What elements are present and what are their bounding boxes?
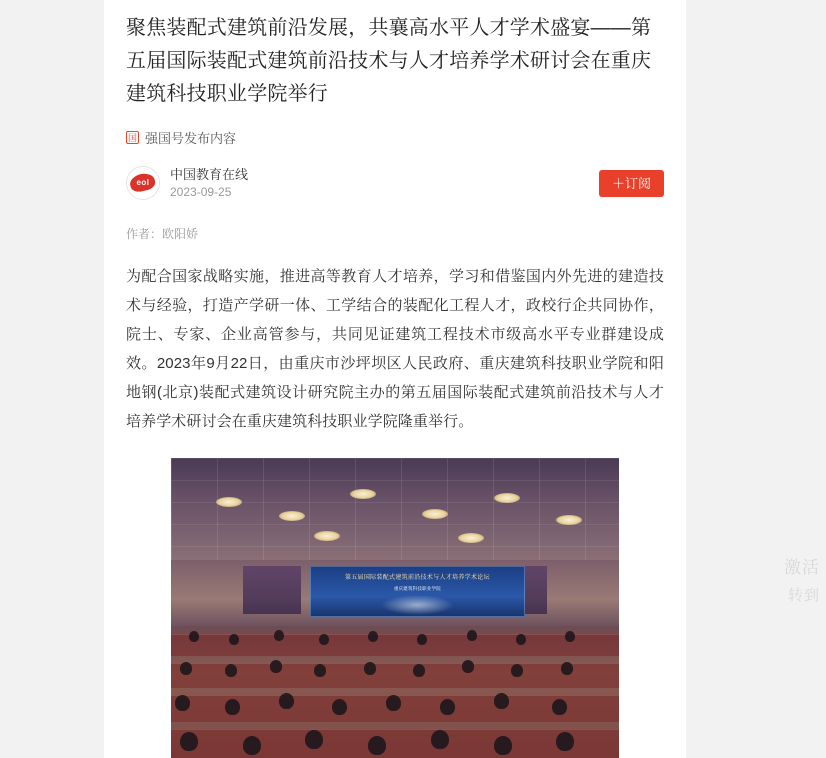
ceiling-lamp-icon xyxy=(279,511,305,521)
avatar[interactable] xyxy=(126,166,160,200)
audience-head xyxy=(561,662,573,675)
audience-head xyxy=(494,693,509,709)
audience-head xyxy=(180,732,198,751)
watermark-line-2: 转到 xyxy=(787,587,820,604)
audience-head xyxy=(440,699,455,715)
avatar-label: eol xyxy=(136,178,150,187)
audience-head xyxy=(364,662,376,675)
audience-head xyxy=(225,664,237,677)
ceiling-lamp-icon xyxy=(216,497,242,507)
national-badge-icon: 国 xyxy=(127,132,137,143)
audience-head xyxy=(225,699,240,715)
article-figure xyxy=(126,458,664,758)
audience-head xyxy=(189,631,199,642)
audience-head xyxy=(556,732,574,751)
audience-head xyxy=(270,660,282,673)
ceiling-lamp-icon xyxy=(494,493,520,503)
audience-head xyxy=(368,631,378,642)
audience-head xyxy=(175,695,190,711)
source-name[interactable]: 中国教育在线 xyxy=(170,166,249,182)
audience-head xyxy=(180,662,192,675)
publisher-tag-label: 强国号发布内容 xyxy=(145,130,237,146)
audience-head xyxy=(431,730,449,749)
audience-head xyxy=(413,664,425,677)
audience-head xyxy=(386,695,401,711)
audience-head xyxy=(319,634,329,645)
audience-head xyxy=(417,634,427,645)
photo-audience-area xyxy=(171,626,619,758)
publish-date: 2023-09-25 xyxy=(170,184,232,199)
conference-photo xyxy=(171,458,619,758)
author-line: 作者：欧阳娇 xyxy=(126,227,199,241)
photo-ceiling xyxy=(171,458,619,560)
source-meta-row xyxy=(126,163,664,203)
audience-head xyxy=(467,630,477,641)
publisher-tag xyxy=(126,127,664,147)
watermark-line-1: 激活 xyxy=(784,558,820,577)
ceiling-lamp-icon xyxy=(350,489,376,499)
photo-ceiling-grid xyxy=(171,458,619,560)
audience-head xyxy=(516,634,526,645)
audience-row xyxy=(171,729,619,758)
audience-head xyxy=(279,693,294,709)
photo-screen-title: 第五届国际装配式建筑前沿技术与人才培养学术论坛 xyxy=(344,574,490,581)
photo-screen-subtitle: 重庆建筑科技职业学院 xyxy=(393,585,441,591)
audience-head xyxy=(332,699,347,715)
audience-head xyxy=(552,699,567,715)
ceiling-lamp-icon xyxy=(422,509,448,519)
audience-head xyxy=(229,634,239,645)
audience-head xyxy=(243,736,261,755)
audience-head xyxy=(305,730,323,749)
audience-head xyxy=(494,736,512,755)
subscribe-button[interactable]: ＋订阅 xyxy=(599,170,664,197)
audience-row xyxy=(171,663,619,688)
source-meta-text xyxy=(170,166,248,201)
photo-stage-screen xyxy=(310,566,525,617)
audience-head xyxy=(274,630,284,641)
photo-side-panel-left xyxy=(243,566,301,614)
article-page xyxy=(104,0,686,758)
photo-screen-glow xyxy=(381,595,453,615)
system-watermark xyxy=(784,554,820,610)
article-body-paragraph: 为配合国家战略实施，推进高等教育人才培养，学习和借鉴国内外先进的建造技术与经验，打造产学研一体、工学结合的装配化工程人才，政校行企共同协作，院士、专家、企业高管参与，共同见证建筑工程技术市级高水平专业群建设成效。2023年9月22日，由重庆市沙坪坝区人民政府、重庆建筑科技职业学院和阳地钢(北京)装配式建筑设计研究院主办的第五届国际装配式建筑前沿技术与人才培养学术研讨会在重庆建筑科技职业学院隆重举行。 xyxy=(126,268,664,430)
audience-head xyxy=(368,736,386,755)
page-title: 聚焦装配式建筑前沿发展，共襄高水平人才学术盛宴——第五届国际装配式建筑前沿技术与人才培养学术研讨会在重庆建筑科技职业学院举行 xyxy=(126,17,652,105)
